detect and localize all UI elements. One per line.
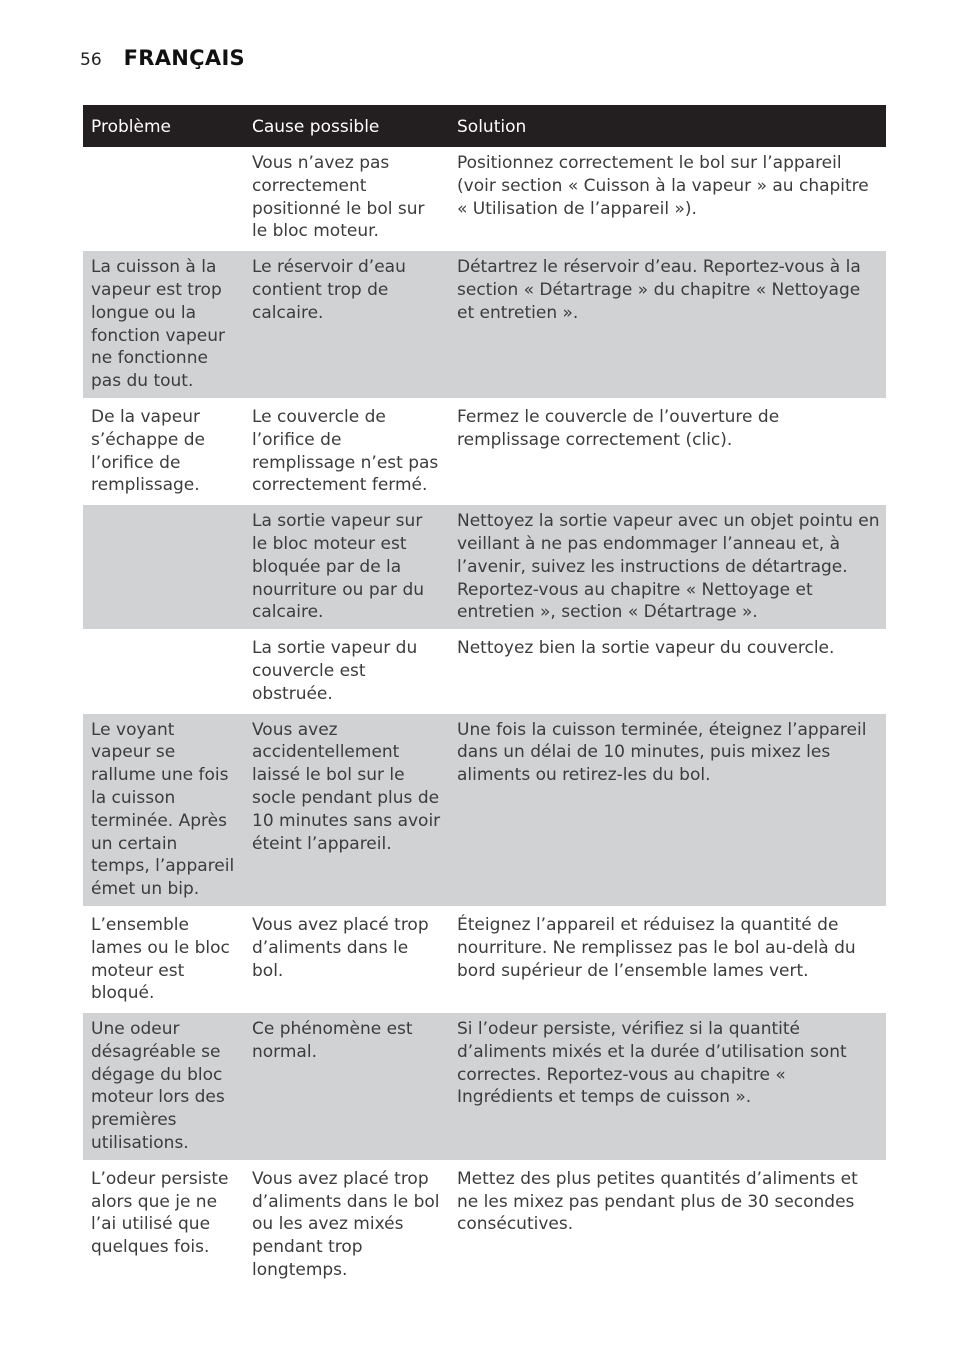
table-row xyxy=(83,712,886,907)
table-row xyxy=(83,1012,886,1162)
problem-cell: L’odeur persiste alors que je ne l’ai utilisé que quelques fois. xyxy=(83,1161,244,1286)
solution-cell: Mettez des plus petites quantités d’aliments et ne les mixez pas pendant plus de 30 secondes consécutives. xyxy=(449,1161,886,1286)
cause-cell: Le réservoir d’eau contient trop de calcaire. xyxy=(244,250,449,400)
table-row xyxy=(83,504,886,631)
cause-cell: Le couvercle de l’orifice de remplissage n’est pas correctement fermé. xyxy=(244,399,449,503)
cause-cell: Vous avez placé trop d’aliments dans le bol. xyxy=(244,907,449,1011)
problem-cell: Le voyant vapeur se rallume une fois la cuisson terminée. Après un certain temps, l’appareil émet un bip. xyxy=(83,712,244,907)
problem-cell xyxy=(83,631,244,712)
solution-cell: Nettoyez la sortie vapeur avec un objet pointu en veillant à ne pas endommager l’anneau et, à l’avenir, suivez les instructions de détartrage. Reportez-vous au chapitre « Nettoyage et entretien », section « Détartrage ». xyxy=(449,504,886,631)
problem-cell xyxy=(83,504,244,631)
solution-cell: Si l’odeur persiste, vérifiez si la quantité d’aliments mixés et la durée d’utilisation sont correctes. Reportez-vous au chapitre « Ingrédients et temps de cuisson ». xyxy=(449,1012,886,1162)
table-row xyxy=(83,399,886,503)
problem-cell: De la vapeur s’échappe de l’orifice de remplissage. xyxy=(83,399,244,503)
section-language-title: FRANÇAIS xyxy=(123,46,245,70)
table-row xyxy=(83,1161,886,1286)
cause-cell: Vous n’avez pas correctement positionné le bol sur le bloc moteur. xyxy=(252,153,425,242)
table-header xyxy=(83,105,886,147)
solution-cell: Détartrez le réservoir d’eau. Reportez-vous à la section « Détartrage » du chapitre « Nettoyage et entretien ». xyxy=(449,250,886,400)
solution-cell: Une fois la cuisson terminée, éteignez l’appareil dans un délai de 10 minutes, puis mixez les aliments ou retirez-les du bol. xyxy=(449,712,886,907)
column-header-cause: Cause possible xyxy=(252,117,380,137)
problem-cell: Une odeur désagréable se dégage du bloc moteur lors des premières utilisations. xyxy=(83,1012,244,1162)
table-row xyxy=(83,631,886,712)
table-row xyxy=(83,907,886,1011)
problem-cell: La cuisson à la vapeur est trop longue ou la fonction vapeur ne fonctionne pas du tout. xyxy=(83,250,244,400)
cause-cell: La sortie vapeur sur le bloc moteur est bloquée par de la nourriture ou par du calcaire. xyxy=(244,504,449,631)
cause-cell: Vous avez placé trop d’aliments dans le bol ou les avez mixés pendant trop longtemps. xyxy=(244,1161,449,1286)
solution-cell: Positionnez correctement le bol sur l’appareil (voir section « Cuisson à la vapeur » au chapitre « Utilisation de l’appareil »). xyxy=(457,153,869,219)
troubleshooting-table xyxy=(83,105,886,1287)
table-body xyxy=(83,147,886,1287)
header-row xyxy=(83,105,886,147)
column-header-solution: Solution xyxy=(457,117,527,137)
problem-cell xyxy=(83,147,244,250)
page-header xyxy=(80,46,245,70)
cause-cell: La sortie vapeur du couvercle est obstruée. xyxy=(244,631,449,712)
problem-cell: L’ensemble lames ou le bloc moteur est bloqué. xyxy=(83,907,244,1011)
table-row xyxy=(83,250,886,400)
cause-cell: Vous avez accidentellement laissé le bol sur le socle pendant plus de 10 minutes sans avoir éteint l’appareil. xyxy=(244,712,449,907)
table-row xyxy=(83,147,886,250)
column-header-problem: Problème xyxy=(91,117,171,137)
page-number: 56 xyxy=(80,50,102,70)
solution-cell: Nettoyez bien la sortie vapeur du couvercle. xyxy=(449,631,886,712)
solution-cell: Éteignez l’appareil et réduisez la quantité de nourriture. Ne remplissez pas le bol au-delà du bord supérieur de l’ensemble lames vert. xyxy=(449,907,886,1011)
solution-cell: Fermez le couvercle de l’ouverture de remplissage correctement (clic). xyxy=(449,399,886,503)
cause-cell: Ce phénomène est normal. xyxy=(244,1012,449,1162)
